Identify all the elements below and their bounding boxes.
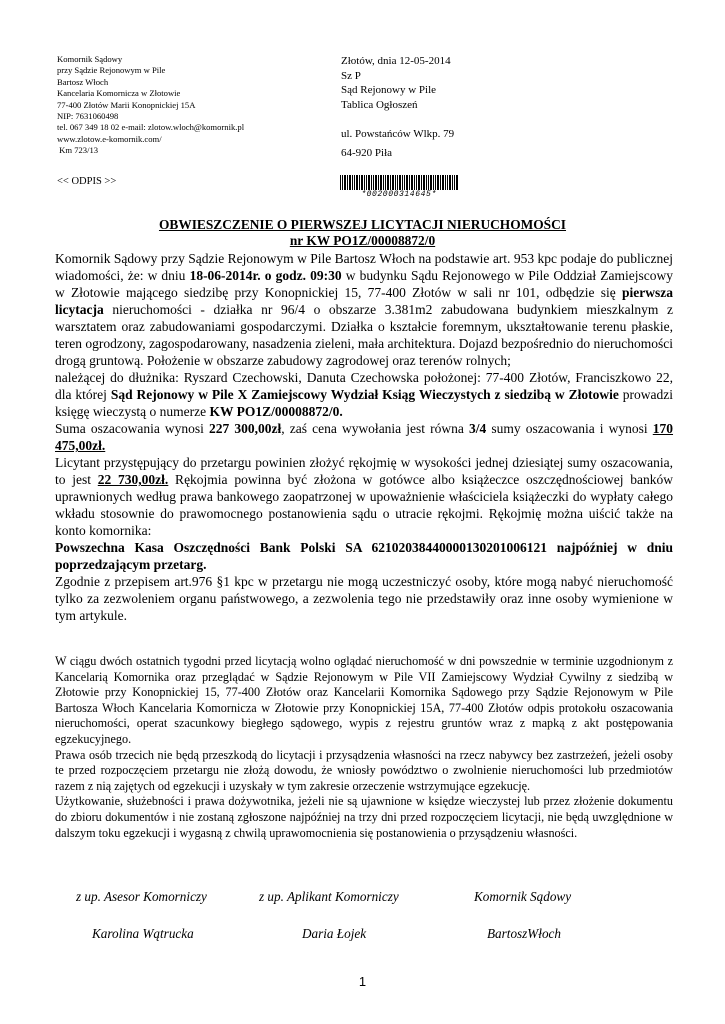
signature-role-3: Komornik Sądowy: [474, 889, 572, 904]
notice-body-secondary: [55, 654, 673, 841]
signature-name-3: BartoszWłoch: [487, 926, 561, 941]
recipient-line: Tablica Ogłoszeń: [341, 98, 418, 111]
recipient-line: Sz P: [341, 69, 361, 82]
starting-price: 170 475,00zł.: [55, 421, 674, 453]
bank-account: [55, 539, 673, 573]
text: w budynku Sądu Rejonowego w Pile Oddział Zamiejscowy w Złotowie mającego siedzibę przy Konopnickiej 15, 77-400 Złotów w sali nr 101, odbędzie się: [55, 268, 673, 300]
text: Licytant przystępujący do przetargu powinien złożyć rękojmię w wysokości jednej dziesiątej sumy oszacowania, to jest: [55, 455, 673, 487]
signature-name-1: Karolina Wątrucka: [92, 926, 194, 941]
case-number: Km 723/13: [57, 145, 99, 156]
auction-paragraph: [55, 250, 673, 369]
kw-number: KW PO1Z/00008872/0.: [209, 404, 343, 419]
sender-line: www.zlotow.e-komornik.com/: [57, 133, 162, 144]
bank-account-text: Powszechna Kasa Oszczędności Bank Polski SA 62102038440000130201006121 najpóźniej w dniu poprzedzającym przetarg.: [55, 540, 673, 572]
signature-role-2: z up. Aplikant Komorniczy: [259, 889, 399, 904]
sender-line: 77-400 Złotów Marii Konopnickiej 15A: [57, 99, 196, 110]
text: prowadzi księgę wieczystą o numerze: [55, 387, 673, 419]
debtor-paragraph: [55, 369, 673, 420]
deposit-amount: 22 730,00zł.: [97, 472, 169, 487]
inspection-paragraph: W ciągu dwóch ostatnich tygodni przed licytacją wolno oglądać nieruchomość w dni powszednie w terminie uzgodnionym z Kancelarią Komornika oraz przeglądać w Sądzie Rejonowym w Pile VII Zamiejscowy Wydział Cywilny z siedzibą w Złotowie przy Konopnickiej 15, 77-400 Złotów oraz Kancelarii Komornika Sądowego przy Sądzie Rejonowym w Pile Bartosza Włoch Kancelaria Komornicza w Złotowie przy Konopnickiej 15A, 77-400 Złotów odpis protokołu oszacowania nieruchomości, operat szacunkowy biegłego sądowego, wypis z rejestru gruntów wraz z mapką z akt postępowania egzekucyjnego.: [55, 654, 673, 746]
sender-line: Kancelaria Komornicza w Złotowie: [57, 88, 181, 99]
signature-role-1: z up. Asesor Komorniczy: [76, 889, 207, 904]
court-name: Sąd Rejonowy w Pile X Zamiejscowy Wydział Ksiąg Wieczystych z siedzibą w Złotowie: [110, 387, 619, 402]
sender-line: Komornik Sądowy: [57, 54, 123, 64]
notice-body-main: [55, 250, 673, 624]
text: Komornik Sądowy przy Sądzie Rejonowym w Pile Bartosz Włoch na podstawie art. 953 kpc podaje do publicznej wiadomości, że: w dniu: [55, 251, 673, 283]
valuation-amount: 227 300,00zł: [209, 421, 282, 436]
auction-type: pierwsza licytacja: [55, 285, 673, 317]
sender-line: NIP: 7631060498: [57, 111, 119, 122]
place-date-block: [341, 54, 561, 112]
sender-line: Bartosz Włoch: [57, 76, 109, 87]
signature-name-2: Daria Łojek: [302, 926, 367, 941]
address-line: 64-920 Piła: [341, 147, 393, 159]
barcode-text: *002000314645*: [361, 190, 437, 199]
text: sumy oszacowania i wynosi: [486, 421, 653, 436]
sender-line: tel. 067 349 18 02 e-mail: zlotow.wloch@komornik.pl: [57, 122, 245, 133]
third-party-paragraph: Prawa osób trzecich nie będą przeszkodą do licytacji i przysądzenia własności na rzecz nabywcy bez zastrzeżeń, jeżeli osoby te przed rozpoczęciem przetargu nie złożą dowodu, że wniosły powództwo o zwolnienie nieruchomości lub przedmiotów razem z nią zajętych od egzekucji i uzyskały w tym zakresie orzeczenie wstrzymujące egzekucję.: [55, 747, 673, 793]
usufruct-paragraph: Użytkowanie, służebności i prawa dożywotnika, jeżeli nie są ujawnione w księdze wieczystej lub przez złożenie dokumentu do zbioru dokumentów i nie zostaną zgłoszone najpóźniej na trzy dni przed rozpoczęciem licytacji, nie będą uwzględnione w dalszym toku egzekucji i wygasną z chwilą uprawomocnienia się postanowienia o przysądzeniu własności.: [55, 794, 673, 840]
sender-line: przy Sądzie Rejonowym w Pile: [57, 65, 166, 76]
valuation-paragraph: [55, 420, 673, 454]
text: Suma oszacowania wynosi: [55, 421, 210, 436]
document-title: OBWIESZCZENIE O PIERWSZEJ LICYTACJI NIERUCHOMOŚCI: [158, 217, 567, 232]
text: nieruchomości - działka nr 96/4 o obszarze 3.381m2 zabudowana budynkiem mieszkalnym z warsztatem oraz zabudowaniami gospodarczymi. Działka o kształcie foremnym, ukształtowanie terenu płaskie, teren ogrodzony, zagospodarowany, nasadzenia zieleni, mała architektura. Dojazd bezpośrednio do nieruchomości drogą gruntową. Położenie w obszarze zabudowy zagrodowej oraz terenów rolnych;: [55, 302, 673, 368]
text: , zaś cena wywołania jest równa: [281, 421, 469, 436]
deposit-paragraph: [55, 454, 673, 539]
text: Rękojmia powinna być złożona w gotówce albo książeczce oszczędnościowej banków uprawnionych według prawa bankowego zaopatrzonej w upoważnienie właściciela książeczki do wypłaty całego wkładu stosownie do prawomocnego postanowienia sądu o utracie rękojmi. Rękojmię można uiścić także na konto komornika:: [55, 472, 674, 538]
auction-date: 18-06-2014r. o godz. 09:30: [189, 268, 342, 283]
kw-number-title: nr KW PO1Z/00008872/0: [289, 233, 436, 248]
recipient-address: [341, 125, 561, 163]
page-number: 1: [358, 974, 367, 989]
copy-mark: << ODPIS >>: [57, 176, 117, 187]
fraction: 3/4: [468, 421, 487, 436]
place-date: Złotów, dnia 12-05-2014: [341, 55, 451, 67]
restrictions-paragraph: Zgodnie z przepisem art.976 §1 kpc w przetargu nie mogą uczestniczyć osoby, które mogą nabyć nieruchomość tylko za zezwoleniem organu państwowego, a zezwolenia tego nie przedstawiły oraz inne osoby wymienione w tym artykule.: [55, 574, 673, 623]
text: należącej do dłużnika: Ryszard Czechowski, Danuta Czechowska położonej: 77-400 Złotów, Franciszkowo 22, dla której: [55, 370, 673, 402]
sender-block: [57, 54, 317, 157]
recipient-line: Sąd Rejonowy w Pile: [341, 84, 437, 96]
address-line: ul. Powstańców Wlkp. 79: [341, 128, 455, 140]
